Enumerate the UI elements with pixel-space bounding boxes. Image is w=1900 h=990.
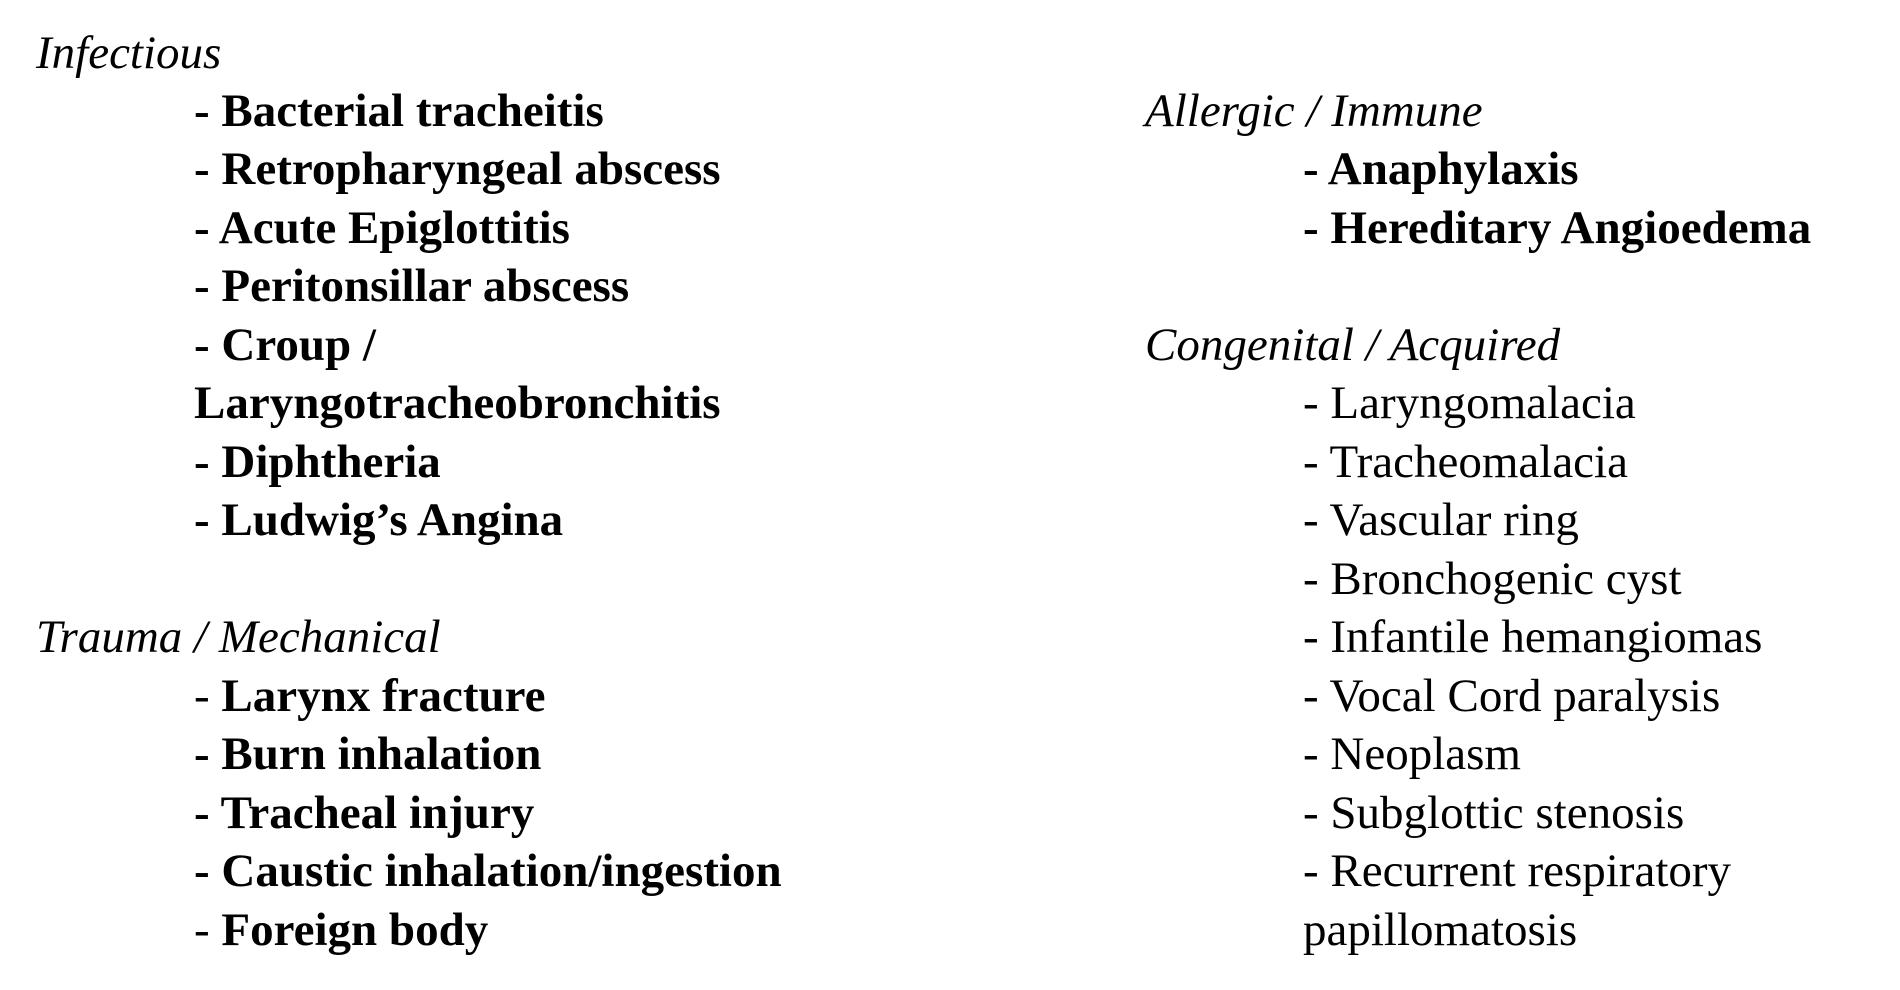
list-item: - Laryngomalacia [1303,377,1636,429]
list-item [194,667,546,725]
list-item [194,842,782,900]
list-label: Burn inhalation [221,728,542,780]
list-item: - Bronchogenic cyst [1303,553,1682,605]
list-item [194,901,488,959]
trauma-heading: Trauma / Mechanical [36,611,441,663]
list-item [194,784,534,842]
list-item: - Peritonsillar abscess [194,260,630,312]
list-item: - Acute Epiglottitis [194,202,570,254]
congenital-heading: Congenital / Acquired [1145,319,1561,371]
list-item: - Tracheomalacia [1303,436,1628,488]
list-label: Larynx fracture [221,670,546,722]
list-item: - Bacterial tracheitis [194,85,604,137]
allergic-heading: Allergic / Immune [1145,85,1483,137]
list-item: Laryngotracheobronchitis [194,377,721,429]
list-item: - Neoplasm [1303,728,1521,780]
list-item: - Croup / [194,319,376,371]
list-item: - Anaphylaxis [1303,143,1579,195]
list-dash: - [194,845,222,897]
list-item: - Hereditary Angioedema [1303,202,1812,254]
list-item: - Infantile hemangiomas [1303,611,1763,663]
list-item: - Ludwig’s Angina [194,494,564,546]
list-label: Caustic inhalation/ingestion [221,845,782,897]
list-dash: - [194,904,222,956]
list-dash: - [194,728,222,780]
list-item [194,725,541,783]
list-label: Tracheal injury [220,787,535,839]
list-item: - Vascular ring [1303,494,1579,546]
list-dash: - [194,670,222,722]
list-item: - Diphtheria [194,436,441,488]
list-item: - Recurrent respiratory [1303,845,1732,897]
list-label: Foreign body [221,904,489,956]
list-item: - Subglottic stenosis [1303,787,1685,839]
infectious-heading: Infectious [36,27,222,79]
list-item: papillomatosis [1303,904,1578,956]
list-item: - Vocal Cord paralysis [1303,670,1721,722]
list-item: - Retropharyngeal abscess [194,143,721,195]
list-dash: - [194,787,221,839]
